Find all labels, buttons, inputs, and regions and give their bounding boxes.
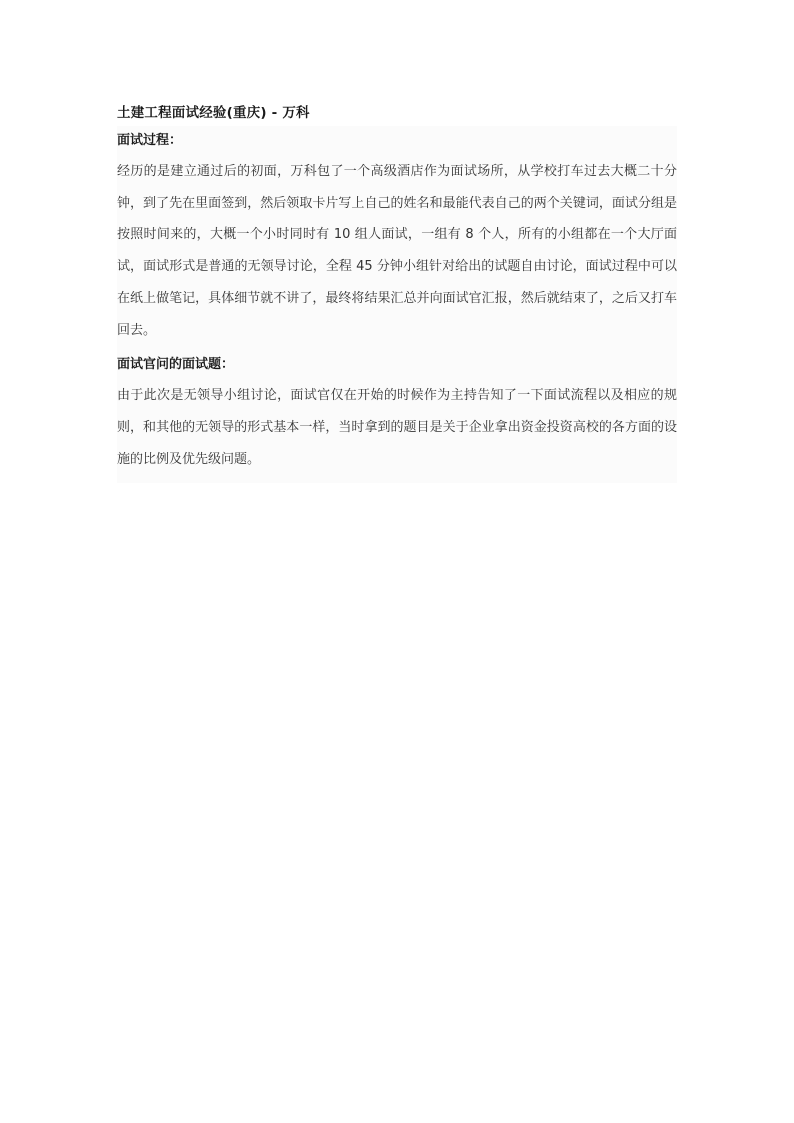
paragraph-interview-questions: 由于此次是无领导小组讨论，面试官仅在开始的时候作为主持告知了一下面试流程以及相应的规则，和其他的无领导的形式基本一样，当时拿到的题目是关于企业拿出资金投资高校的各方面的设施的比例及优先级问题。 bbox=[117, 388, 677, 467]
paragraph-interview-process: 经历的是建立通过后的初面，万科包了一个高级酒店作为面试场所，从学校打车过去大概二十分钟，到了先在里面签到，然后领取卡片写上自己的姓名和最能代表自己的两个关键词，面试分组是按照时间来的，大概一个小时同时有 10 组人面试，一组有 8 个人，所有的小组都在一个大厅面试，面试形式是普通的无领导讨论，全程 45 分钟小组针对给出的试题自由讨论，面试过程中可以在纸上做笔记，具体细节就不讲了，最终将结果汇总并向面试官汇报，然后就结束了，之后又打车回去。 bbox=[117, 164, 677, 338]
page-title: 土建工程面试经验(重庆) - 万科 bbox=[117, 100, 677, 126]
section-heading-interview-process: 面试过程： bbox=[117, 133, 183, 148]
article-body bbox=[117, 100, 677, 483]
section-heading-interview-questions: 面试官问的面试题： bbox=[117, 357, 235, 373]
